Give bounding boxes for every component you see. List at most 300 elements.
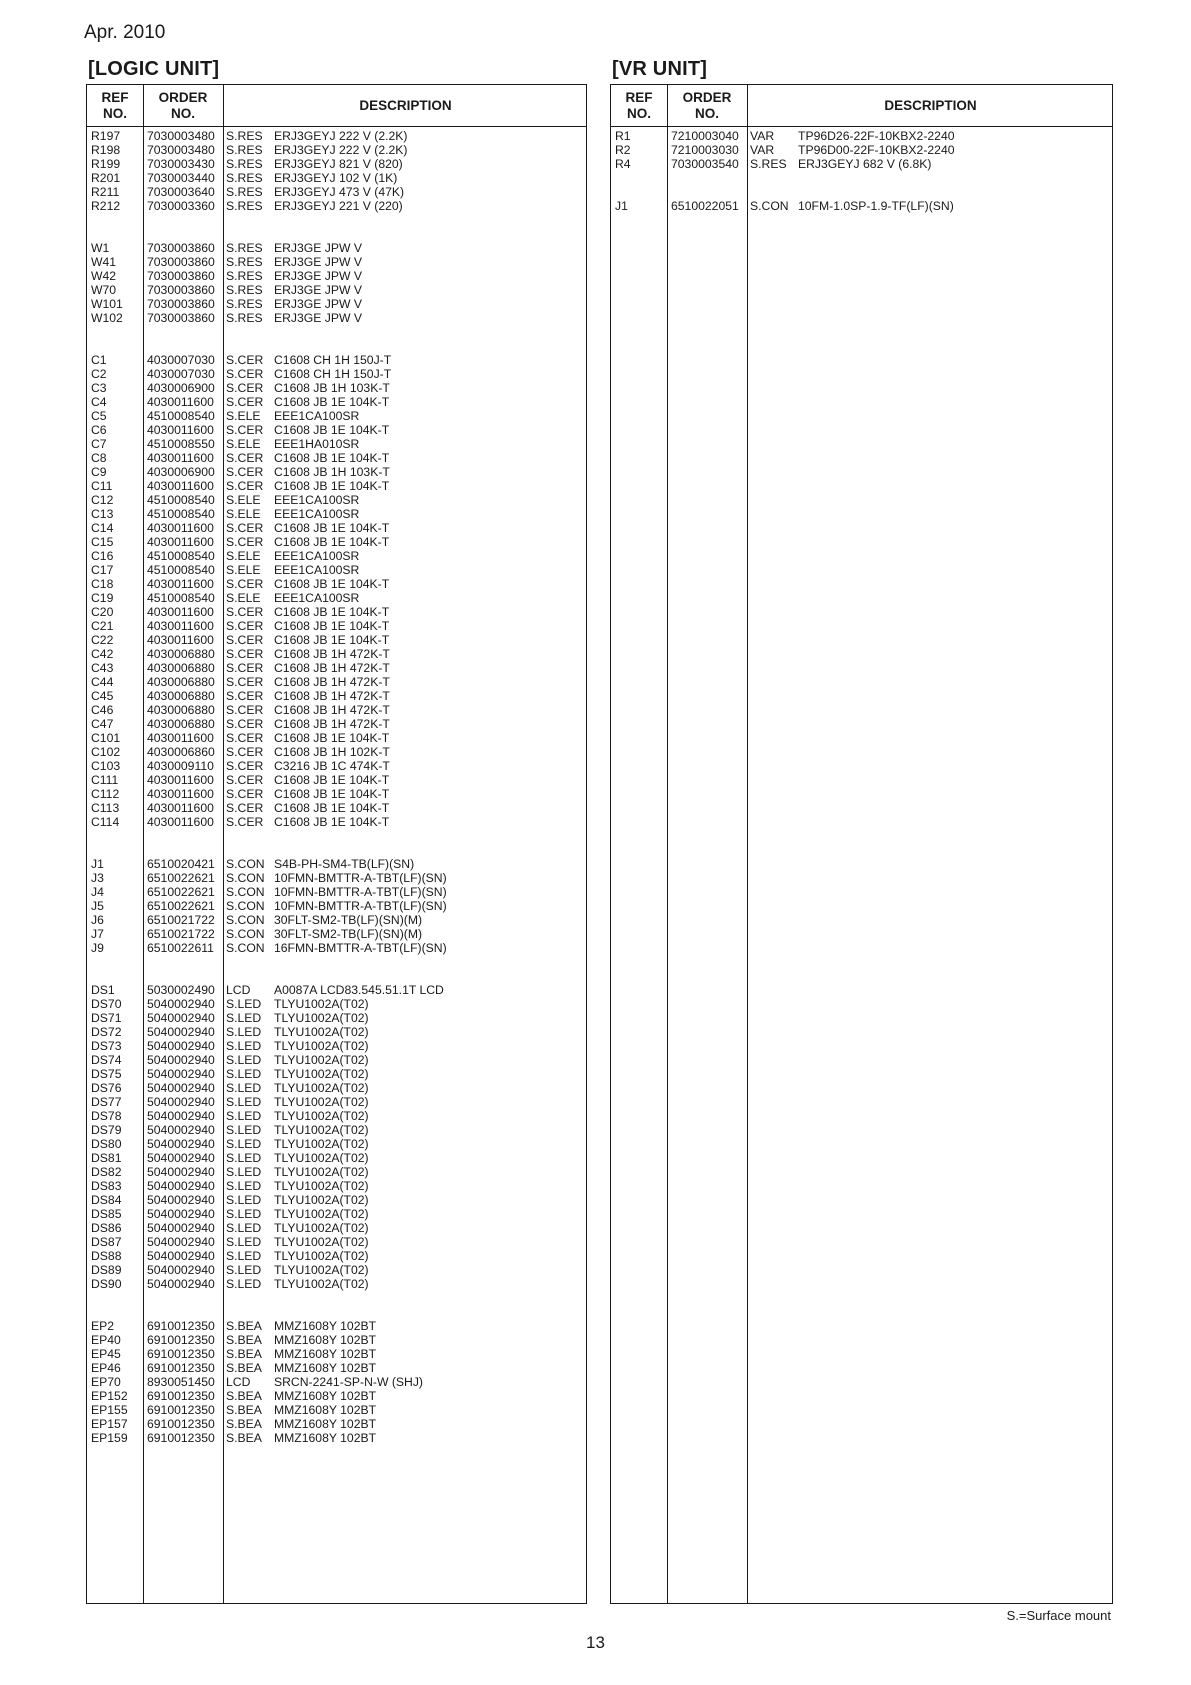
parts-row: [87, 759, 586, 773]
type-cell: S.BEA: [226, 1347, 262, 1361]
order-no-cell: 5040002940: [147, 1221, 215, 1235]
type-cell: S.LED: [226, 1165, 262, 1179]
order-no-cell: 4510008540: [147, 493, 215, 507]
ref-no-cell: C12: [91, 493, 114, 507]
order-no-cell: 4030011600: [147, 605, 214, 619]
parts-row: [87, 1277, 586, 1291]
ref-no-cell: W70: [91, 283, 117, 297]
parts-row: [87, 1389, 586, 1403]
order-no-cell: 6510022611: [147, 941, 214, 955]
type-cell: S.CER: [226, 647, 264, 661]
type-cell: S.CER: [226, 367, 264, 381]
parts-row: [87, 731, 586, 745]
description-cell: TLYU1002A(T02): [274, 1109, 369, 1123]
ref-no-cell: DS88: [91, 1249, 122, 1263]
type-cell: S.LED: [226, 1193, 262, 1207]
type-cell: S.RES: [226, 143, 263, 157]
parts-row: [87, 549, 586, 563]
description-cell: C1608 JB 1E 104K-T: [274, 619, 390, 633]
order-no-cell: 5040002940: [147, 1193, 215, 1207]
ref-no-cell: J7: [91, 927, 104, 941]
ref-no-cell: C46: [91, 703, 114, 717]
parts-row: [87, 283, 586, 297]
order-no-cell: 6510021722: [147, 927, 215, 941]
ref-no-cell: R2: [615, 143, 631, 157]
description-cell: ERJ3GEYJ 221 V (220): [274, 199, 403, 213]
ref-no-cell: C7: [91, 437, 107, 451]
type-cell: S.LED: [226, 1039, 262, 1053]
order-no-cell: 7030003360: [147, 199, 215, 213]
type-cell: S.CER: [226, 787, 264, 801]
ref-no-cell: C43: [91, 661, 114, 675]
description-cell: 10FMN-BMTTR-A-TBT(LF)(SN): [274, 885, 447, 899]
type-cell: S.ELE: [226, 549, 261, 563]
description-cell: C1608 CH 1H 150J-T: [274, 353, 392, 367]
parts-row: [87, 1221, 586, 1235]
type-cell: S.CER: [226, 353, 264, 367]
type-cell: S.LED: [226, 1249, 262, 1263]
description-cell: MMZ1608Y 102BT: [274, 1347, 377, 1361]
parts-row: [87, 1025, 586, 1039]
parts-row: [87, 381, 586, 395]
header-description: DESCRIPTION: [884, 97, 977, 113]
parts-row: [87, 661, 586, 675]
order-no-cell: 4030011600: [147, 535, 214, 549]
description-cell: TLYU1002A(T02): [274, 1081, 369, 1095]
ref-no-cell: C21: [91, 619, 114, 633]
ref-no-cell: C18: [91, 577, 114, 591]
parts-row: [87, 983, 586, 997]
parts-row: [87, 605, 586, 619]
parts-row: [87, 1165, 586, 1179]
type-cell: S.CON: [226, 927, 265, 941]
description-cell: C1608 JB 1E 104K-T: [274, 605, 390, 619]
order-no-cell: 4030006900: [147, 465, 215, 479]
type-cell: S.BEA: [226, 1319, 262, 1333]
ref-no-cell: DS89: [91, 1263, 122, 1277]
type-cell: S.BEA: [226, 1431, 262, 1445]
ref-no-cell: J5: [91, 899, 104, 913]
order-no-cell: 4030011600: [147, 423, 214, 437]
description-cell: TP96D00-22F-10KBX2-2240: [798, 143, 955, 157]
parts-row: [87, 1375, 586, 1389]
logic-unit-title: [LOGIC UNIT]: [88, 58, 220, 80]
type-cell: S.CER: [226, 521, 264, 535]
ref-no-cell: DS78: [91, 1109, 122, 1123]
type-cell: S.BEA: [226, 1389, 262, 1403]
order-no-cell: 4030007030: [147, 367, 215, 381]
description-cell: TLYU1002A(T02): [274, 1263, 369, 1277]
order-no-cell: 7030003640: [147, 185, 215, 199]
parts-row: [87, 409, 586, 423]
parts-row: [87, 675, 586, 689]
description-cell: TLYU1002A(T02): [274, 1095, 369, 1109]
ref-no-cell: W101: [91, 297, 123, 311]
parts-row: [87, 1179, 586, 1193]
order-no-cell: 4030006880: [147, 661, 215, 675]
order-no-cell: 4030011600: [147, 787, 214, 801]
ref-no-cell: W102: [91, 311, 123, 325]
type-cell: S.RES: [226, 269, 263, 283]
order-no-cell: 4510008540: [147, 563, 215, 577]
order-no-cell: 5040002940: [147, 1179, 215, 1193]
order-no-cell: 5040002940: [147, 1081, 215, 1095]
group-spacer: [87, 829, 586, 857]
type-cell: S.CER: [226, 731, 264, 745]
type-cell: S.CER: [226, 465, 264, 479]
description-cell: TLYU1002A(T02): [274, 1277, 369, 1291]
parts-row: [87, 1263, 586, 1277]
order-no-cell: 7030003860: [147, 255, 215, 269]
type-cell: S.ELE: [226, 591, 261, 605]
description-cell: TLYU1002A(T02): [274, 1207, 369, 1221]
ref-no-cell: C17: [91, 563, 114, 577]
parts-row: [87, 1067, 586, 1081]
type-cell: S.LED: [226, 1263, 262, 1277]
ref-no-cell: DS83: [91, 1179, 122, 1193]
parts-row: [87, 773, 586, 787]
header-ref-no: REF NO.: [101, 89, 129, 121]
description-cell: C1608 JB 1E 104K-T: [274, 731, 390, 745]
description-cell: EEE1CA100SR: [274, 549, 360, 563]
order-no-cell: 6510021722: [147, 913, 215, 927]
parts-row: [87, 507, 586, 521]
ref-no-cell: C16: [91, 549, 114, 563]
ref-no-cell: DS77: [91, 1095, 122, 1109]
parts-row: [87, 1361, 586, 1375]
logic-table-body: [87, 129, 586, 1445]
type-cell: S.CER: [226, 815, 264, 829]
type-cell: S.CER: [226, 451, 264, 465]
type-cell: S.LED: [226, 1235, 262, 1249]
order-no-cell: 6510022621: [147, 885, 215, 899]
ref-no-cell: W41: [91, 255, 117, 269]
ref-no-cell: C114: [91, 815, 120, 829]
description-cell: MMZ1608Y 102BT: [274, 1389, 377, 1403]
description-cell: C1608 JB 1H 472K-T: [274, 675, 390, 689]
description-cell: C1608 JB 1E 104K-T: [274, 801, 390, 815]
ref-no-cell: J1: [91, 857, 104, 871]
description-cell: MMZ1608Y 102BT: [274, 1431, 377, 1445]
type-cell: S.LED: [226, 1081, 262, 1095]
type-cell: S.ELE: [226, 493, 261, 507]
parts-row: [87, 927, 586, 941]
description-cell: C3216 JB 1C 474K-T: [274, 759, 390, 773]
description-cell: C1608 JB 1E 104K-T: [274, 787, 390, 801]
order-no-cell: 5040002940: [147, 997, 215, 1011]
parts-row: [87, 633, 586, 647]
ref-no-cell: DS79: [91, 1123, 122, 1137]
ref-no-cell: C20: [91, 605, 114, 619]
type-cell: S.RES: [226, 297, 263, 311]
parts-row: [87, 563, 586, 577]
parts-row: [87, 185, 586, 199]
type-cell: LCD: [226, 1375, 251, 1389]
description-cell: C1608 JB 1E 104K-T: [274, 423, 390, 437]
parts-row: [87, 157, 586, 171]
type-cell: S.ELE: [226, 563, 261, 577]
type-cell: S.CER: [226, 605, 264, 619]
type-cell: S.LED: [226, 1011, 262, 1025]
ref-no-cell: C14: [91, 521, 114, 535]
type-cell: S.ELE: [226, 409, 261, 423]
parts-row: [87, 1207, 586, 1221]
parts-row: [87, 269, 586, 283]
type-cell: S.LED: [226, 997, 262, 1011]
parts-row: [87, 619, 586, 633]
order-no-cell: 4030006880: [147, 703, 215, 717]
description-cell: TLYU1002A(T02): [274, 1053, 369, 1067]
ref-no-cell: DS74: [91, 1053, 122, 1067]
description-cell: C1608 JB 1H 472K-T: [274, 703, 390, 717]
order-no-cell: 7030003860: [147, 297, 215, 311]
ref-no-cell: R211: [91, 185, 120, 199]
parts-row: [87, 367, 586, 381]
type-cell: VAR: [750, 129, 775, 143]
type-cell: S.CON: [226, 913, 265, 927]
type-cell: S.CON: [226, 857, 265, 871]
description-cell: TLYU1002A(T02): [274, 997, 369, 1011]
parts-row: [87, 591, 586, 605]
ref-no-cell: EP45: [91, 1347, 121, 1361]
order-no-cell: 4030006880: [147, 689, 215, 703]
parts-row: [87, 787, 586, 801]
type-cell: S.CON: [226, 941, 265, 955]
group-spacer: [87, 213, 586, 241]
parts-row: [87, 815, 586, 829]
type-cell: S.CER: [226, 381, 264, 395]
ref-no-cell: EP2: [91, 1319, 115, 1333]
order-no-cell: 5040002940: [147, 1109, 215, 1123]
parts-row: [611, 199, 1112, 213]
ref-no-cell: DS71: [91, 1011, 122, 1025]
type-cell: S.ELE: [226, 507, 261, 521]
parts-row: [87, 1319, 586, 1333]
parts-row: [87, 1333, 586, 1347]
order-no-cell: 4030007030: [147, 353, 215, 367]
group-spacer: [611, 171, 1112, 199]
ref-no-cell: C111: [91, 773, 119, 787]
type-cell: S.RES: [226, 255, 263, 269]
parts-row: [87, 395, 586, 409]
order-no-cell: 6910012350: [147, 1431, 215, 1445]
ref-no-cell: J6: [91, 913, 104, 927]
parts-row: [87, 1137, 586, 1151]
description-cell: TLYU1002A(T02): [274, 1039, 369, 1053]
parts-row: [87, 1095, 586, 1109]
type-cell: S.CER: [226, 745, 264, 759]
description-cell: C1608 CH 1H 150J-T: [274, 367, 392, 381]
description-cell: ERJ3GE JPW V: [274, 283, 363, 297]
ref-no-cell: R201: [91, 171, 121, 185]
description-cell: 30FLT-SM2-TB(LF)(SN)(M): [274, 913, 423, 927]
parts-row: [87, 437, 586, 451]
order-no-cell: 5040002940: [147, 1039, 215, 1053]
order-no-cell: 4030006880: [147, 717, 215, 731]
ref-no-cell: C19: [91, 591, 114, 605]
type-cell: S.LED: [226, 1207, 262, 1221]
order-no-cell: 6910012350: [147, 1347, 215, 1361]
ref-no-cell: R212: [91, 199, 121, 213]
ref-no-cell: C44: [91, 675, 114, 689]
order-no-cell: 4510008540: [147, 549, 215, 563]
description-cell: C1608 JB 1E 104K-T: [274, 395, 390, 409]
type-cell: S.CER: [226, 717, 264, 731]
description-cell: TLYU1002A(T02): [274, 1137, 369, 1151]
type-cell: S.LED: [226, 1095, 262, 1109]
parts-row: [87, 801, 586, 815]
type-cell: S.CER: [226, 675, 264, 689]
ref-no-cell: DS72: [91, 1025, 122, 1039]
type-cell: S.RES: [226, 311, 263, 325]
type-cell: S.BEA: [226, 1403, 262, 1417]
type-cell: S.CON: [226, 885, 265, 899]
vr-unit-title: [VR UNIT]: [612, 58, 708, 80]
ref-no-cell: J9: [91, 941, 104, 955]
parts-row: [87, 1109, 586, 1123]
order-no-cell: 8930051450: [147, 1375, 215, 1389]
parts-row: [87, 1347, 586, 1361]
description-cell: C1608 JB 1H 472K-T: [274, 661, 390, 675]
order-no-cell: 5040002940: [147, 1263, 215, 1277]
parts-row: [87, 1011, 586, 1025]
order-no-cell: 4030011600: [147, 521, 214, 535]
type-cell: S.CER: [226, 619, 264, 633]
ref-no-cell: EP46: [91, 1361, 121, 1375]
order-no-cell: 6910012350: [147, 1417, 215, 1431]
vr-table-body: [611, 129, 1112, 213]
description-cell: C1608 JB 1E 104K-T: [274, 535, 390, 549]
description-cell: 10FM-1.0SP-1.9-TF(LF)(SN): [798, 199, 954, 213]
description-cell: TLYU1002A(T02): [274, 1011, 369, 1025]
parts-row: [87, 941, 586, 955]
group-spacer: [87, 955, 586, 983]
ref-no-cell: R4: [615, 157, 631, 171]
type-cell: S.BEA: [226, 1361, 262, 1375]
order-no-cell: 7030003480: [147, 129, 215, 143]
ref-no-cell: DS70: [91, 997, 122, 1011]
description-cell: TLYU1002A(T02): [274, 1249, 369, 1263]
ref-no-cell: C15: [91, 535, 114, 549]
type-cell: S.CON: [226, 871, 265, 885]
description-cell: 10FMN-BMTTR-A-TBT(LF)(SN): [274, 871, 447, 885]
description-cell: C1608 JB 1H 472K-T: [274, 717, 390, 731]
type-cell: S.LED: [226, 1179, 262, 1193]
order-no-cell: 4030006860: [147, 745, 215, 759]
description-cell: C1608 JB 1E 104K-T: [274, 479, 390, 493]
parts-row: [611, 157, 1112, 171]
order-no-cell: 4030006880: [147, 675, 215, 689]
parts-row: [611, 129, 1112, 143]
ref-no-cell: DS86: [91, 1221, 122, 1235]
description-cell: ERJ3GE JPW V: [274, 255, 363, 269]
parts-row: [87, 423, 586, 437]
description-cell: MMZ1608Y 102BT: [274, 1319, 377, 1333]
order-no-cell: 7030003440: [147, 171, 215, 185]
ref-no-cell: EP157: [91, 1417, 128, 1431]
order-no-cell: 4510008550: [147, 437, 215, 451]
description-cell: C1608 JB 1H 103K-T: [274, 465, 390, 479]
description-cell: 10FMN-BMTTR-A-TBT(LF)(SN): [274, 899, 447, 913]
ref-no-cell: J1: [615, 199, 628, 213]
order-no-cell: 4030011600: [147, 633, 214, 647]
description-cell: C1608 JB 1E 104K-T: [274, 815, 390, 829]
ref-no-cell: C5: [91, 409, 107, 423]
type-cell: S.CON: [226, 899, 265, 913]
ref-no-cell: C2: [91, 367, 107, 381]
description-cell: MMZ1608Y 102BT: [274, 1403, 377, 1417]
order-no-cell: 5040002940: [147, 1123, 215, 1137]
order-no-cell: 7030003860: [147, 311, 215, 325]
ref-no-cell: J3: [91, 871, 104, 885]
parts-row: [87, 1193, 586, 1207]
parts-row: [87, 1053, 586, 1067]
type-cell: S.CER: [226, 479, 264, 493]
header-order-no: ORDER NO.: [682, 89, 732, 121]
description-cell: TLYU1002A(T02): [274, 1179, 369, 1193]
description-cell: ERJ3GE JPW V: [274, 311, 363, 325]
parts-row: [87, 689, 586, 703]
parts-row: [611, 143, 1112, 157]
description-cell: MMZ1608Y 102BT: [274, 1361, 377, 1375]
order-no-cell: 5040002940: [147, 1011, 215, 1025]
type-cell: S.CER: [226, 395, 264, 409]
order-no-cell: 6510022621: [147, 899, 215, 913]
parts-row: [87, 451, 586, 465]
description-cell: TLYU1002A(T02): [274, 1221, 369, 1235]
description-cell: C1608 JB 1H 472K-T: [274, 647, 390, 661]
description-cell: EEE1CA100SR: [274, 591, 360, 605]
type-cell: S.CER: [226, 661, 264, 675]
parts-row: [87, 353, 586, 367]
parts-row: [87, 885, 586, 899]
order-no-cell: 7030003860: [147, 283, 215, 297]
parts-row: [87, 311, 586, 325]
ref-no-cell: C102: [91, 745, 121, 759]
order-no-cell: 4030011600: [147, 815, 214, 829]
type-cell: S.RES: [226, 185, 263, 199]
order-no-cell: 7030003430: [147, 157, 215, 171]
ref-no-cell: EP159: [91, 1431, 128, 1445]
order-no-cell: 5040002940: [147, 1067, 215, 1081]
order-no-cell: 4030006880: [147, 647, 215, 661]
ref-no-cell: C11: [91, 479, 113, 493]
ref-no-cell: R198: [91, 143, 121, 157]
parts-row: [87, 535, 586, 549]
group-spacer: [87, 1291, 586, 1319]
ref-no-cell: R199: [91, 157, 121, 171]
parts-row: [87, 1039, 586, 1053]
description-cell: TLYU1002A(T02): [274, 1193, 369, 1207]
ref-no-cell: W42: [91, 269, 117, 283]
ref-no-cell: C13: [91, 507, 114, 521]
order-no-cell: 6510022621: [147, 871, 215, 885]
parts-row: [87, 493, 586, 507]
order-no-cell: 5040002940: [147, 1207, 215, 1221]
description-cell: TLYU1002A(T02): [274, 1151, 369, 1165]
ref-no-cell: C45: [91, 689, 114, 703]
column-divider: [747, 85, 748, 1603]
type-cell: S.RES: [226, 171, 263, 185]
type-cell: LCD: [226, 983, 251, 997]
order-no-cell: 6910012350: [147, 1403, 215, 1417]
ref-no-cell: C103: [91, 759, 121, 773]
parts-row: [87, 521, 586, 535]
order-no-cell: 4030011600: [147, 577, 214, 591]
parts-row: [87, 745, 586, 759]
order-no-cell: 4030011600: [147, 451, 214, 465]
order-no-cell: 7210003040: [671, 129, 739, 143]
